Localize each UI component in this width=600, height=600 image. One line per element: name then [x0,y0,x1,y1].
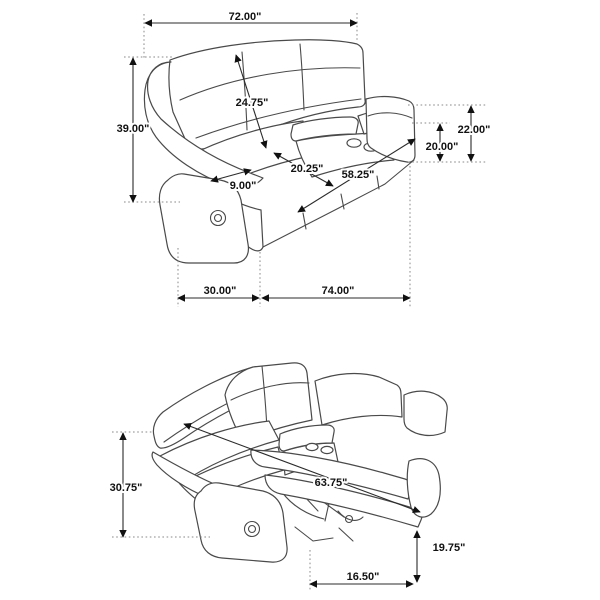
cupholder-icon [347,139,361,147]
dimension-overall-height [117,58,150,202]
sofa-upright-drawing [144,40,415,263]
dim-label-overall-width: 72.00" [228,11,262,23]
dimension-footrest-height [417,531,465,582]
dimension-overall-width [145,11,357,23]
dimension-base-width [262,285,410,298]
dimension-footrest-extension [310,571,413,584]
dimension-back-height-reclined [110,433,143,537]
cupholder-icon [306,443,318,450]
cupholder-icon [321,446,333,453]
dim-label-overall-height: 39.00" [116,123,150,135]
dim-label-reclined-length: 63.75" [314,477,348,489]
dimension-seat-to-arm-top [426,124,459,161]
dim-label-footrest-height: 19.75" [432,542,466,554]
sofa-reclined-drawing [152,363,447,562]
dim-label-base-width: 74.00" [321,285,355,297]
dim-label-arm-width: 9.00" [229,180,257,192]
dimension-overall-depth [178,285,259,298]
dim-label-seat-to-arm-top: 20.00" [425,141,459,153]
footrest-end-cap [407,459,440,517]
dim-label-overall-depth: 30.00" [203,285,237,297]
dim-label-interior-width: 58.25" [341,169,375,181]
dim-label-back-height-reclined: 30.75" [109,482,143,494]
dim-label-arm-height: 22.00" [457,124,491,136]
dim-label-seat-back-height: 24.75" [235,97,269,109]
dimension-arm-height [458,106,491,161]
dim-label-footrest-extension: 16.50" [346,571,380,583]
dim-label-seat-depth: 20.25" [290,163,324,175]
